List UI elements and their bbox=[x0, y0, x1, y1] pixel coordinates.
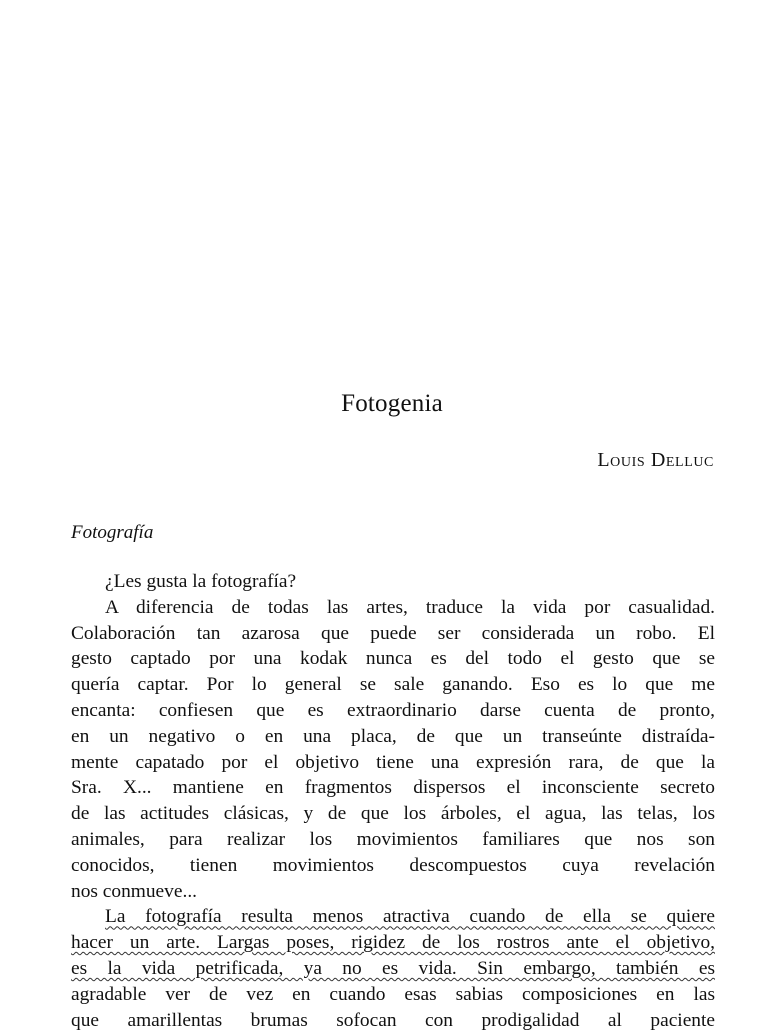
text-line: agradable ver de vez en cuando esas sabias composiciones en las bbox=[71, 983, 715, 1005]
text-line: Colaboración tan azarosa que puede ser considerada un robo. El bbox=[71, 622, 715, 644]
text-line: de las actitudes clásicas, y de que los árboles, el agua, las telas, los bbox=[71, 803, 715, 825]
body-text bbox=[71, 569, 715, 1033]
page-title: Fotogenia bbox=[341, 390, 443, 417]
text-line-underlined: hacer un arte. Largas poses, rigidez de los rostros ante el objetivo, bbox=[71, 932, 715, 954]
text-line: nos conmueve... bbox=[71, 880, 198, 902]
section-heading: Fotografía bbox=[71, 522, 154, 543]
text-line: Sra. X... mantiene en fragmentos dispersos el inconsciente secreto bbox=[71, 777, 715, 799]
text-line: encanta: confiesen que es extraordinario darse cuenta de pronto, bbox=[71, 699, 715, 721]
text-line: en un negativo o en una placa, de que un transeúnte distraída- bbox=[71, 725, 715, 747]
text-line-underlined: La fotografía resulta menos atractiva cuando de ella se quiere bbox=[105, 906, 715, 928]
text-line: mente capatado por el objetivo tiene una expresión rara, de que la bbox=[71, 751, 715, 773]
text-line: gesto captado por una kodak nunca es del todo el gesto que se bbox=[71, 648, 715, 670]
text-line: conocidos, tienen movimientos descompuestos cuya revelación bbox=[71, 854, 715, 876]
text-line: que amarillentas brumas sofocan con prodigalidad al paciente bbox=[71, 1009, 715, 1031]
text-line: quería captar. Por lo general se sale ganando. Eso es lo que me bbox=[71, 674, 715, 696]
author-name: Louis Delluc bbox=[597, 449, 714, 471]
text-line: animales, para realizar los movimientos familiares que nos son bbox=[71, 828, 715, 850]
text-line: ¿Les gusta la fotografía? bbox=[105, 571, 297, 592]
text-line: A diferencia de todas las artes, traduce la vida por casualidad. bbox=[105, 596, 715, 618]
text-line-underlined: es la vida petrificada, ya no es vida. Sin embargo, también es bbox=[71, 957, 715, 979]
